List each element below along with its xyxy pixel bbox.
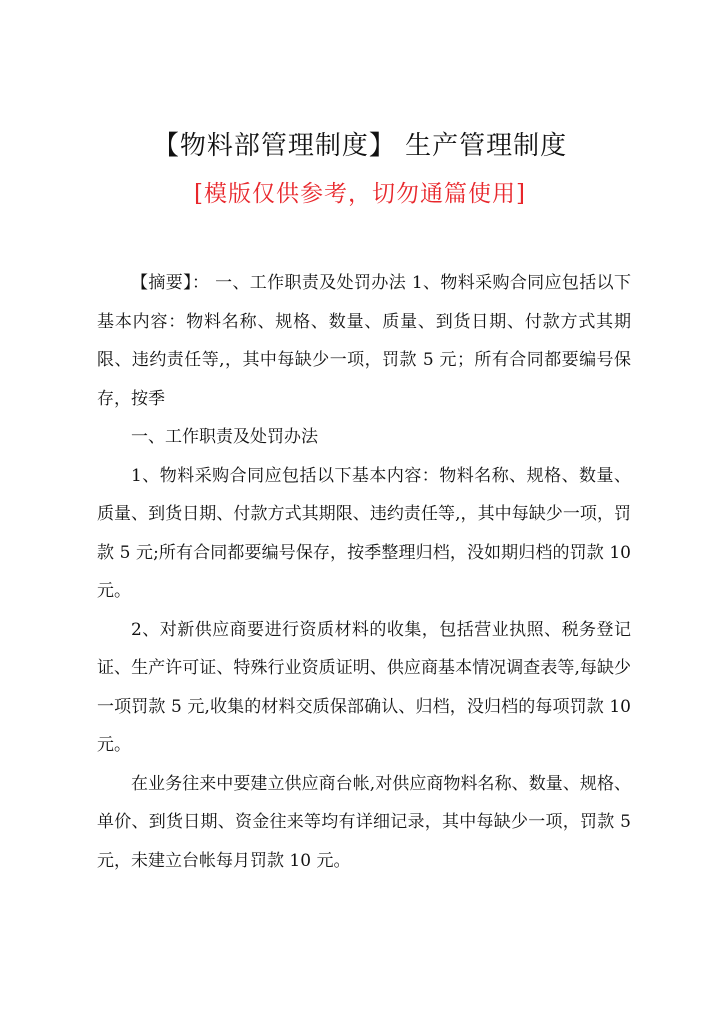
body-paragraph: 在业务往来中要建立供应商台帐,对供应商物料名称、数量、规格、单价、到货日期、资金往来等均有详细记录，其中每缺少一项，罚款 5 元，未建立台帐每月罚款 10 元。 <box>97 773 631 871</box>
body-paragraph: 1、物料采购合同应包括以下基本内容：物料名称、规格、数量、质量、到货日期、付款方式其期限、违约责任等,，其中每缺少一项，罚款 5 元;所有合同都要编号保存，按季整理归档，没如期归档的罚款 10 元。 <box>97 465 631 601</box>
document-body <box>97 264 631 880</box>
section-heading: 一、工作职责及处罚办法 <box>131 427 318 447</box>
abstract-paragraph: 【摘要】： 一、工作职责及处罚办法 1、物料采购合同应包括以下基本内容：物料名称、规格、数量、质量、到货日期、付款方式其期限、违约责任等,，其中每缺少一项，罚款 5 元；所有合同都要编号保存，按季 <box>97 273 631 409</box>
template-disclaimer: [模版仅供参考，切勿通篇使用] <box>194 181 526 207</box>
body-paragraph: 2、对新供应商要进行资质材料的收集，包括营业执照、税务登记证、生产许可证、特殊行业资质证明、供应商基本情况调查表等,每缺少一项罚款 5 元,收集的材料交质保部确认、归档，没归档的每项罚款 10 元。 <box>97 619 631 755</box>
page-title: 【物料部管理制度】 生产管理制度 <box>152 131 568 161</box>
